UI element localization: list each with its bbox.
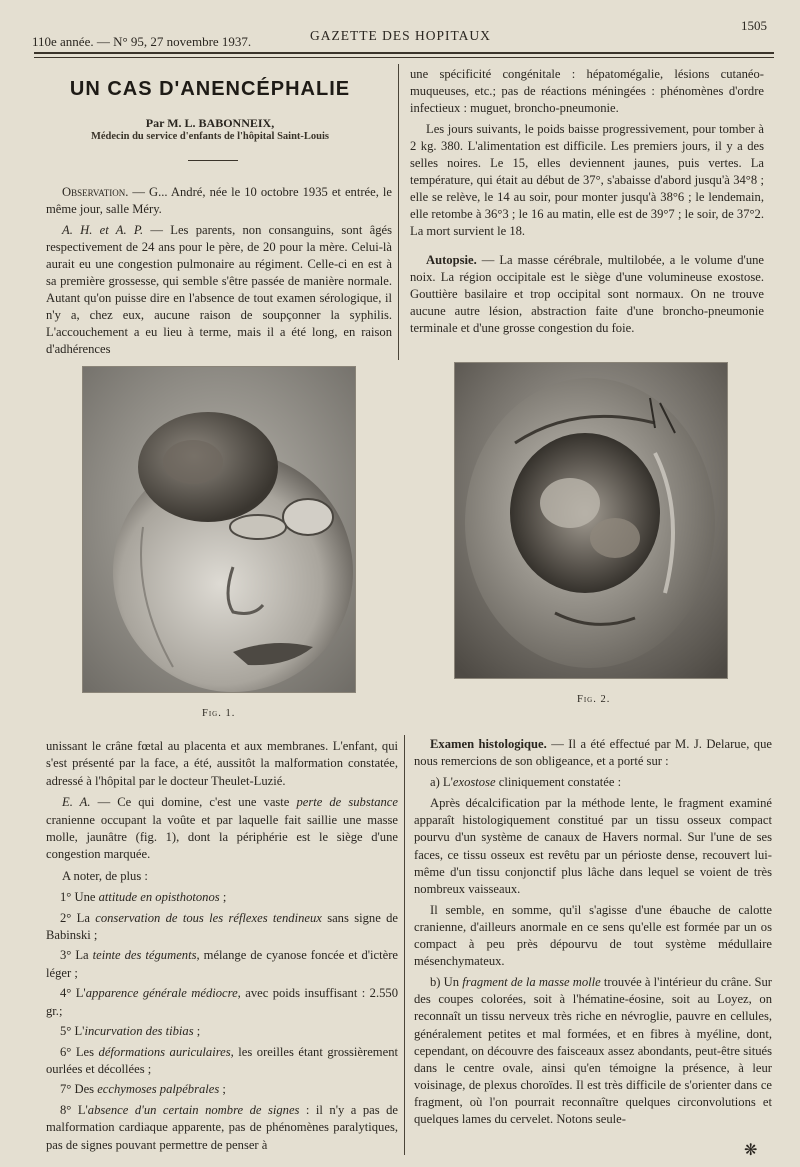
- column-divider-top: [398, 64, 399, 360]
- observation-label: Observation.: [62, 185, 129, 199]
- author-affiliation: Médecin du service d'enfants de l'hôpital Saint-Louis: [90, 131, 330, 142]
- exam-label: Examen histologique.: [430, 737, 547, 751]
- page-header: [32, 14, 767, 48]
- finding-item: [46, 910, 398, 945]
- item-rest: ;: [219, 890, 227, 905]
- section-a-conclusion: Il semble, en somme, qu'il s'agisse d'une ébauche de calotte cranienne, d'ailleurs anormale en ce sens qu'elle est formée par un os compact à peu près dépourvu de tout système médullaire mésenchymateux.: [414, 902, 772, 969]
- ah-ap-text: — Les parents, non consanguins, sont âgés respectivement de 24 ans pour le père, de 20 pour la mère. Celui-là aurait eu une congestion pulmonaire au régiment. Celle-ci en est à sa première grossesse, qui semble s'être passée de manière normale. Autant qu'on puisse dire en l'absence de tout examen sérologique, il n'y a, chez eux, aucune raison de soupçonner la syphilis. L'accouchement a eu lieu à terme, mais il a été long, en raison d'adhérences: [46, 223, 392, 356]
- autopsie-text: — La masse cérébrale, multilobée, a le volume d'une noix. La région occipitale est le siège d'une volumineuse exostose. Gouttière basilaire et trop occipital sont normaux. On ne trouve aucune autre lésion, abstraction faite d'une broncho-pneumonie terminale et d'une grosse congestion du foie.: [410, 253, 764, 335]
- exam-paragraph: [414, 736, 772, 770]
- item-rest: : il n'y a pas de malformation cardiaque apparente, pas de phénomènes paralytiques, pas de signes pouvant permettre de penser à: [46, 1102, 398, 1152]
- item-number: 8° L': [60, 1102, 88, 1117]
- figure-2-image: [455, 363, 727, 678]
- left-bottom-p1: unissant le crâne fœtal au placenta et aux membranes. L'enfant, qui s'est présenté par la face, a été, aussitôt la malformation constatée, adressé à l'hôpital par le docteur Theulet-Luzié.: [46, 739, 398, 788]
- header-rule-thin: [34, 57, 774, 58]
- observation-text: — G... André, née le 10 octobre 1935 et entrée, le même jour, salle Méry.: [46, 185, 392, 216]
- ah-ap-label: A. H. et A. P.: [62, 223, 144, 237]
- section-b-paragraph: [414, 974, 772, 1128]
- ea-italic: perte de substance: [296, 795, 398, 810]
- right-p2: Les jours suivants, le poids baisse progressivement, pour tomber à 2 kg. 380. L'alimentation est difficile. Les premiers jours, il y a des selles noires. Le 15, elles deviennent jaunes, puis vertes. La température, qui était au début de 37°, s'abaisse d'abord jusqu'à 34°8 ; elle se relève, le 14 au soir, pour monter jusqu'à 38°6 ; le lendemain, elle retombe à 36°3 ; le 16 au matin, elle est de 39°7 ; le soir, de 37°2. La mort survient le 18.: [410, 122, 764, 238]
- ea-post: cranienne occupant la voûte et par laquelle fait saillie une masse molle, jaunâtre (fig. 1), dont la périphérie est le siège d'une congestion marquée.: [46, 812, 398, 862]
- left-column-top: [46, 184, 392, 362]
- finding-item: [46, 1102, 398, 1154]
- figure-1-caption: Fig. 1.: [202, 708, 236, 719]
- noter-line: A noter, de plus :: [62, 868, 148, 883]
- item-number: 5° L': [60, 1024, 85, 1039]
- ea-label: E. A.: [62, 795, 91, 810]
- article-title: UN CAS D'ANENCÉPHALIE: [69, 78, 351, 100]
- finding-item: [46, 1023, 398, 1040]
- section-a-text: Après décalcification par la méthode lente, le fragment examiné apparaît histologiquement constitué par un tissu osseux compact pourvu d'un système de canaux de Havers normal. Sur l'une de ses faces, ce tissu osseux est revêtu par un périoste dense, recouvert lui-même d'un tissu conjonctif plus lâche dans lequel se voient de très nombreux vaisseaux.: [414, 796, 772, 896]
- footer-ornament: ❋: [744, 1142, 758, 1159]
- figure-2-caption: Fig. 2.: [577, 694, 611, 705]
- column-divider-bottom: [404, 735, 405, 1155]
- item-rest: sans signe de Babinski ;: [46, 910, 398, 943]
- finding-item: [46, 889, 398, 906]
- item-number: 3° La: [60, 948, 93, 963]
- ea-paragraph: [46, 794, 398, 864]
- autopsie-paragraph: [410, 252, 764, 337]
- item-number: 6° Les: [60, 1044, 99, 1059]
- section-a-heading: [414, 774, 772, 791]
- issue-info: 110e année. — N° 95, 27 novembre 1937.: [32, 34, 252, 49]
- item-italic: teinte des téguments,: [92, 948, 200, 963]
- item-italic: déformations auriculaires,: [98, 1044, 234, 1059]
- finding-item: [46, 1044, 398, 1079]
- item-rest: mélange de cyanose foncée et d'ictère léger ;: [46, 948, 398, 980]
- figure-1-photo: [83, 367, 355, 692]
- ah-ap-paragraph: [46, 222, 392, 358]
- b-post: trouvée à l'intérieur du crâne. Sur des coupes colorées, soit à l'hématine-éosine, soit au Loyez, on reconnaît un tissu nerveux très riche en névroglie, pauvre en cellules, généralement petites et mal formées, et en fibres à myéline, dont, cependant, on découvre des faisceaux assez abondants, peut-être situés dans le centre ovale, ainsi qu'en témoigne la présence, à leur voisinage, de plexus choroïdes. Il est très difficile de s'orienter dans ce fragment, où l'on pourrait reconnaître quelques circonvolutions et quelques lames du cervelet. Notons seule-: [414, 975, 772, 1126]
- a-post: cliniquement constatée :: [495, 775, 622, 790]
- left-column-bottom: [46, 738, 398, 1157]
- item-rest: avec poids insuffisant : 2.550 gr.;: [46, 986, 398, 1018]
- title-separator: [188, 160, 238, 161]
- finding-item: [46, 947, 398, 982]
- item-italic: apparence générale médiocre,: [85, 986, 241, 1001]
- item-number: 1° Une: [60, 890, 99, 905]
- item-italic: absence d'un certain nombre de signes: [87, 1102, 300, 1117]
- item-italic: attitude en opisthotonos: [98, 890, 220, 905]
- b-pre: b) Un: [430, 975, 463, 990]
- finding-item: [46, 985, 398, 1020]
- item-number: 2° La: [60, 910, 96, 925]
- right-p1: une spécificité congénitale : hépatomégalie, lésions cutanéo-muqueuses, etc.; pas de réactions méningées : phénomènes d'ordre infectieux : muguet, broncho-pneumonie.: [410, 67, 764, 115]
- ea-pre: — Ce qui domine, c'est une vaste: [90, 795, 297, 810]
- observation-paragraph: [46, 184, 392, 218]
- item-number: 4° L': [60, 986, 86, 1001]
- figure-2-photo: [455, 363, 727, 678]
- item-italic: conservation de tous les réflexes tendineux: [95, 910, 322, 925]
- item-italic: ecchymoses palpébrales: [97, 1082, 220, 1097]
- article-author: Par M. L. BABONNEIX,: [145, 116, 275, 130]
- figure-1-image: [83, 367, 355, 692]
- header-rule-thick: [34, 52, 774, 54]
- right-column-top: [410, 66, 764, 341]
- a-italic: exostose: [452, 775, 496, 790]
- item-italic: incurvation des tibias: [84, 1024, 194, 1039]
- right-column-bottom: [414, 736, 772, 1132]
- item-rest: les oreilles étant grossièrement ourlées et décollées ;: [46, 1044, 398, 1076]
- findings-list: [46, 889, 398, 1154]
- b-italic: fragment de la masse molle: [462, 975, 601, 990]
- autopsie-label: Autopsie.: [426, 253, 477, 267]
- a-pre: a) L': [430, 775, 453, 790]
- item-rest: ;: [219, 1082, 226, 1097]
- item-number: 7° Des: [60, 1082, 98, 1097]
- journal-name: GAZETTE DES HOPITAUX: [310, 28, 491, 43]
- page-number: 1505: [741, 18, 767, 33]
- finding-item: [46, 1081, 398, 1098]
- item-rest: ;: [193, 1024, 201, 1039]
- exam-text: — Il a été effectué par M. J. Delarue, que nous remercions de son obligeance, et a porté sur :: [414, 737, 772, 769]
